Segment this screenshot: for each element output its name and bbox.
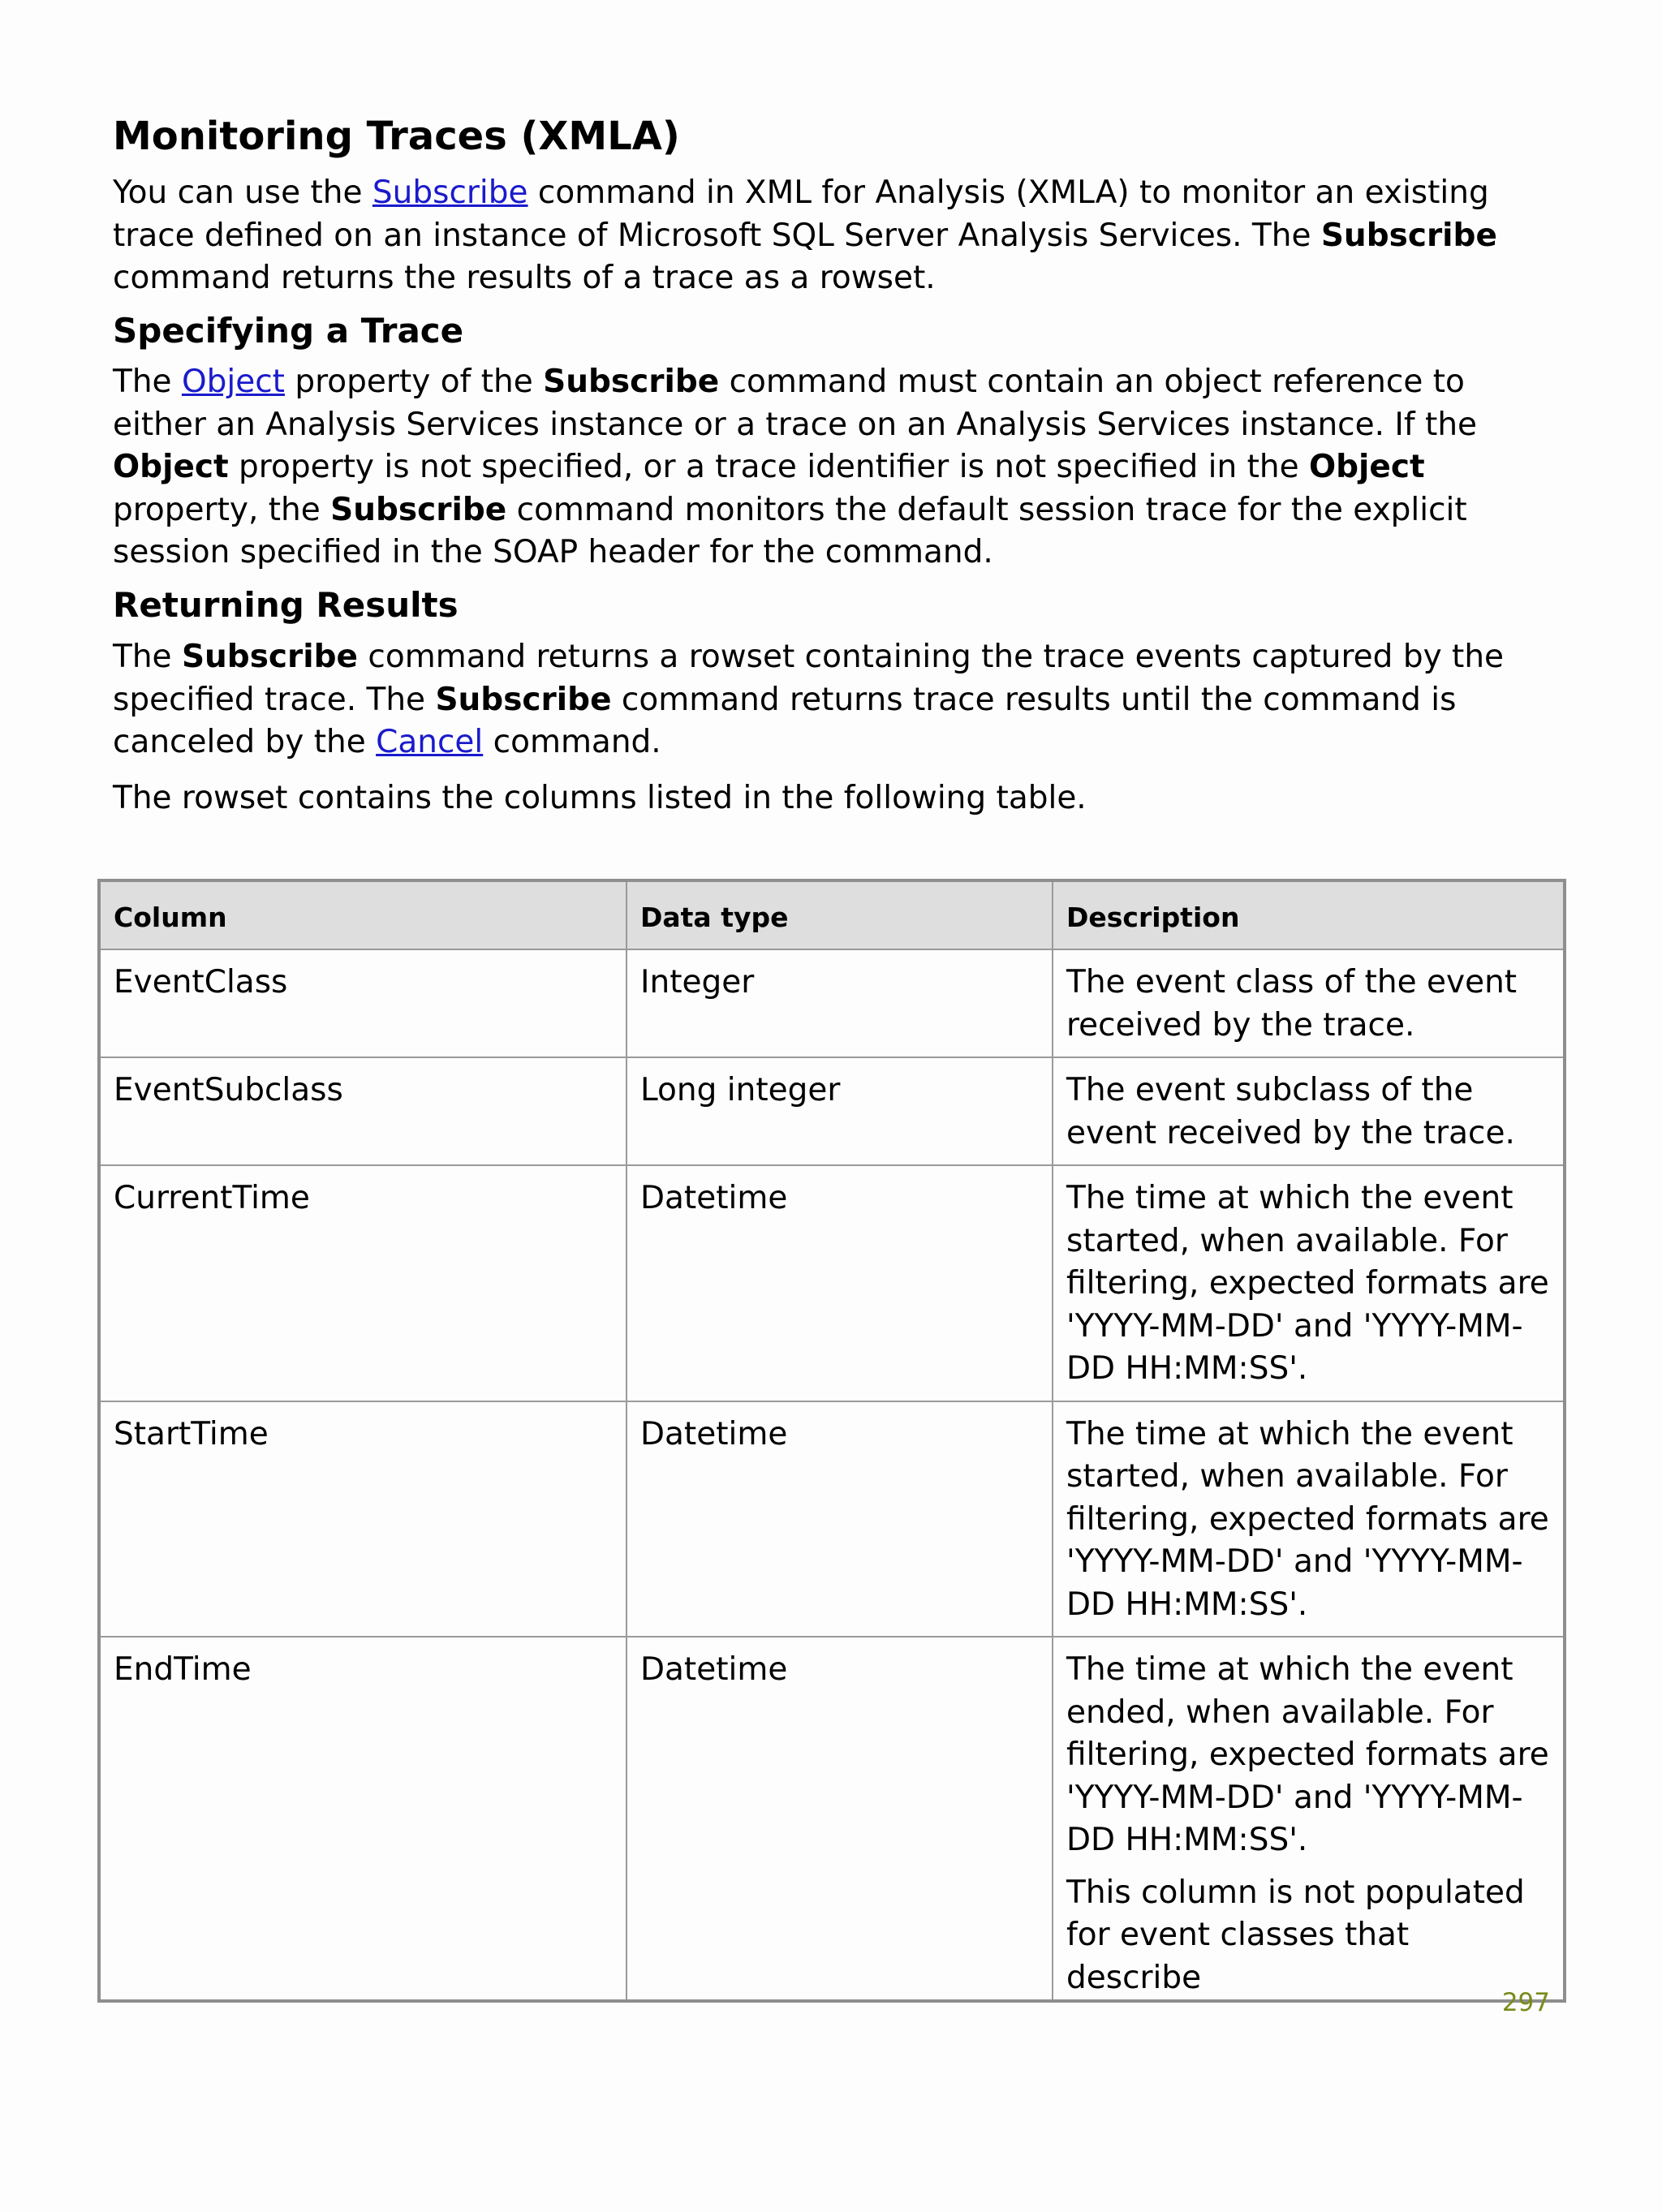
cell-data-type: Datetime — [626, 1401, 1053, 1637]
intro-text-3: command returns the results of a trace as a rowset. — [113, 260, 936, 296]
s1-bold-3: Object — [1308, 449, 1425, 485]
object-link[interactable]: Object — [181, 364, 285, 400]
header-data-type: Data type — [626, 880, 1053, 949]
s2-text-3: command returns trace results until the command is canceled by the — [113, 681, 1457, 760]
s1-text-3: command must contain an object reference to either an Analysis Services instance or a trace on an Analysis Services instance. If the — [113, 364, 1478, 443]
description-text: The event class of the event received by the trace. — [1066, 964, 1518, 1044]
cell-column: StartTime — [99, 1401, 626, 1637]
cell-column: EventSubclass — [99, 1057, 626, 1165]
intro-text-2: command in XML for Analysis (XMLA) to monitor an existing trace defined on an instance of Microsoft SQL Server Analysis Services. The — [113, 174, 1489, 254]
s1-bold-1: Subscribe — [543, 364, 720, 400]
description-text-continued: This column is not populated for event classes that describe — [1066, 1874, 1525, 1996]
rowset-columns-table — [97, 879, 1566, 2003]
description-text: The event subclass of the event received by the trace. — [1066, 1072, 1515, 1151]
table-row — [99, 1637, 1565, 2001]
description-text: The time at which the event ended, when available. For filtering, expected formats are 'YYYY-MM-DD' and 'YYYY-MM-DD HH:MM:SS'. — [1066, 1651, 1549, 1858]
page-number: 297 — [1501, 1988, 1550, 2017]
s2-bold-1: Subscribe — [181, 639, 359, 675]
table-row — [99, 949, 1565, 1057]
cell-description — [1053, 1165, 1565, 1401]
page-title: Monitoring Traces (XMLA) — [113, 114, 680, 159]
cell-description — [1053, 1057, 1565, 1165]
header-column: Column — [99, 880, 626, 949]
returning-results-paragraph — [113, 636, 1557, 764]
s2-text-2: command returns a rowset containing the trace events captured by the specified trace. The — [113, 639, 1505, 718]
s2-text-4: command. — [483, 724, 661, 760]
subscribe-link[interactable]: Subscribe — [372, 174, 528, 211]
s1-text-1: The — [113, 364, 182, 400]
cell-data-type: Integer — [626, 949, 1053, 1057]
table-intro-paragraph — [113, 777, 1557, 820]
table-intro-text: The rowset contains the columns listed in the following table. — [113, 780, 1087, 816]
cancel-link[interactable]: Cancel — [376, 724, 484, 760]
s2-bold-2: Subscribe — [435, 681, 612, 718]
s1-bold-4: Subscribe — [330, 491, 507, 528]
s1-text-6: command monitors the default session trace for the explicit session specified in the SOAP header for the command. — [113, 491, 1467, 570]
cell-column: EndTime — [99, 1637, 626, 2001]
table-row — [99, 1165, 1565, 1401]
cell-data-type: Datetime — [626, 1637, 1053, 2001]
description-text: The time at which the event started, when available. For filtering, expected formats are 'YYYY-MM-DD' and 'YYYY-MM-DD HH:MM:SS'. — [1066, 1415, 1549, 1623]
s1-bold-2: Object — [113, 449, 229, 485]
cell-column: CurrentTime — [99, 1165, 626, 1401]
section-heading-returning-results: Returning Results — [113, 585, 459, 625]
s2-text-1: The — [113, 639, 182, 675]
specifying-trace-paragraph — [113, 361, 1557, 575]
cell-description — [1053, 1637, 1565, 2001]
s1-text-5: property, the — [113, 491, 331, 528]
cell-column: EventClass — [99, 949, 626, 1057]
cell-data-type: Datetime — [626, 1165, 1053, 1401]
table-header-row — [99, 880, 1565, 949]
cell-data-type: Long integer — [626, 1057, 1053, 1165]
cell-description — [1053, 1401, 1565, 1637]
intro-text-1: You can use the — [113, 174, 372, 211]
table-row — [99, 1057, 1565, 1165]
section-heading-specifying-trace: Specifying a Trace — [113, 311, 464, 351]
table-row — [99, 1401, 1565, 1637]
intro-bold-subscribe: Subscribe — [1320, 217, 1497, 254]
description-text: The time at which the event started, when available. For filtering, expected formats are 'YYYY-MM-DD' and 'YYYY-MM-DD HH:MM:SS'. — [1066, 1180, 1549, 1387]
s1-text-4: property is not specified, or a trace identifier is not specified in the — [228, 449, 1309, 485]
header-description: Description — [1053, 880, 1565, 949]
intro-paragraph — [113, 172, 1557, 300]
s1-text-2: property of the — [284, 364, 544, 400]
cell-description — [1053, 949, 1565, 1057]
